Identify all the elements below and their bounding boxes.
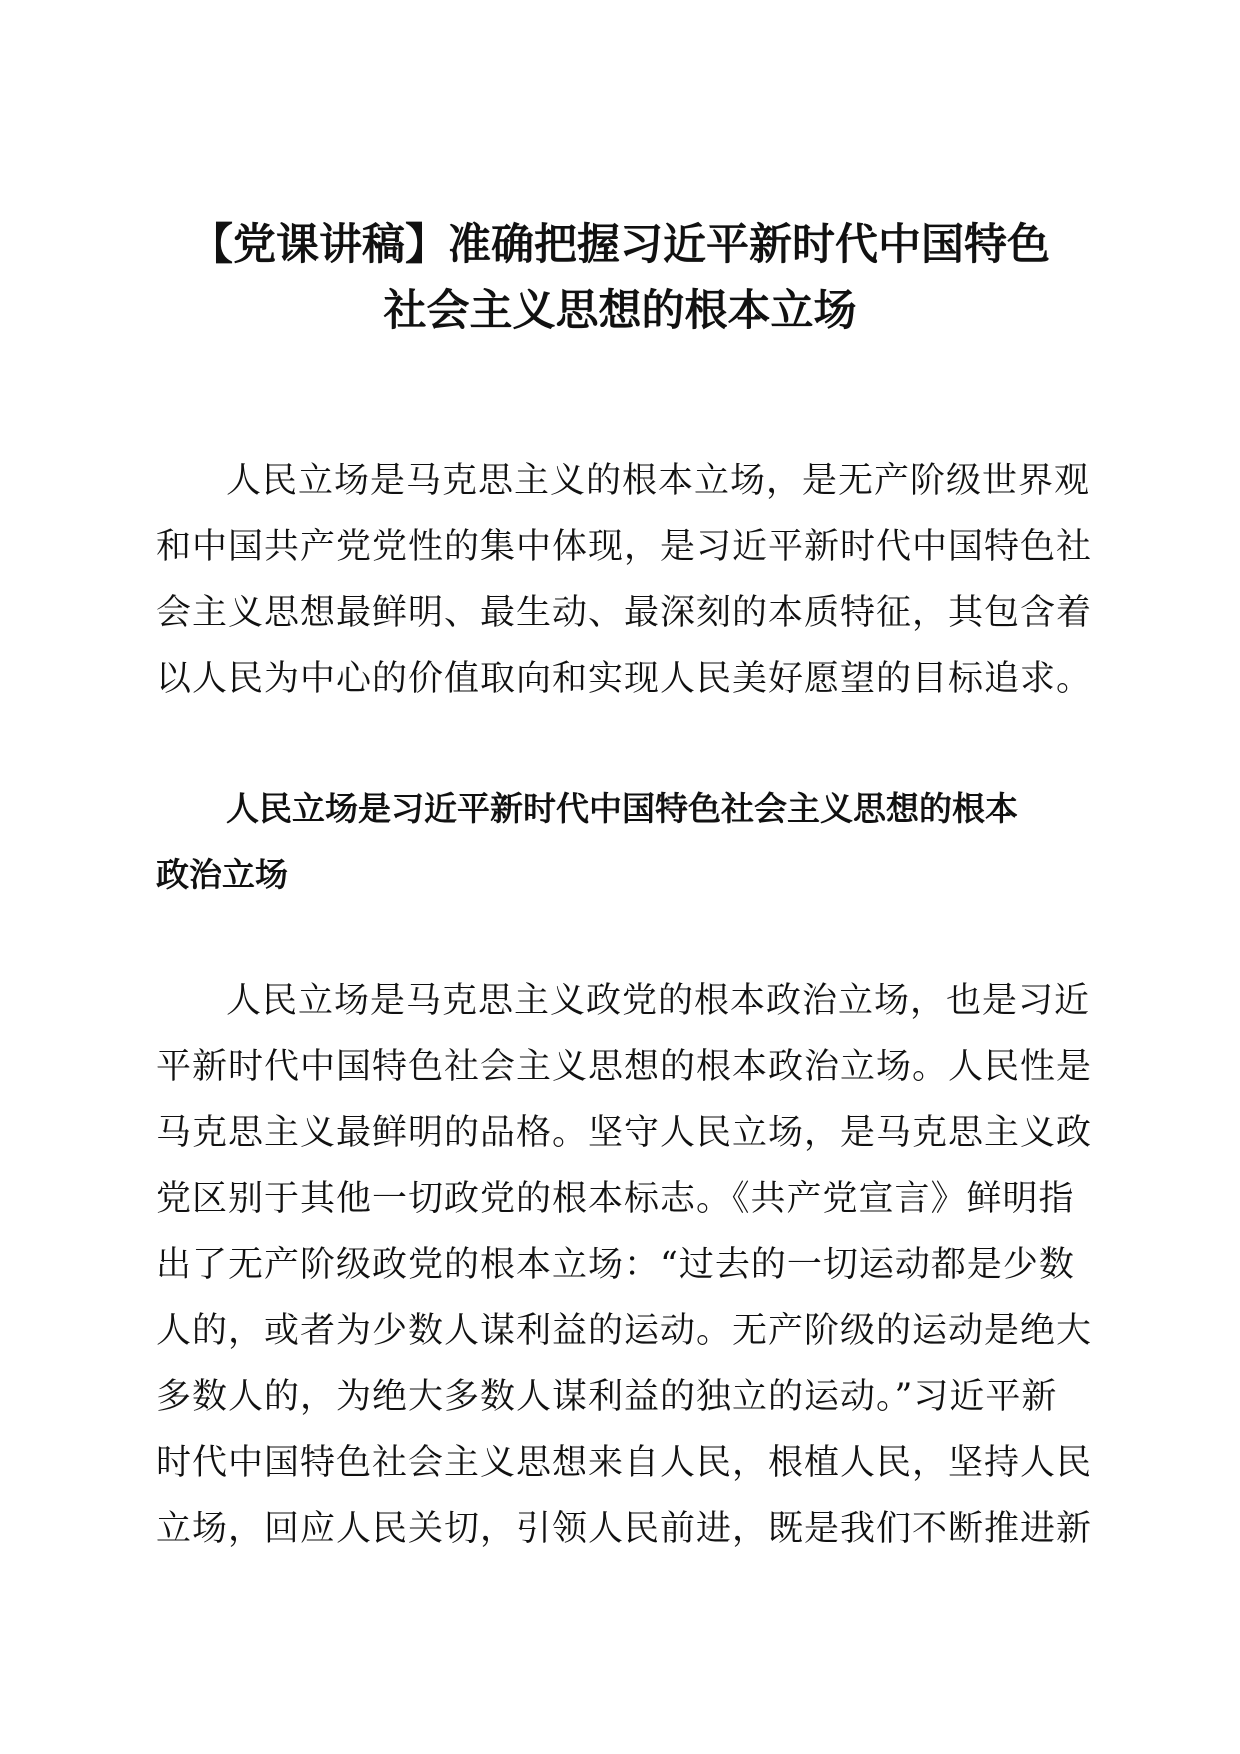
text-line: 多数人的，为绝大多数人谋利益的独立的运动。”习近平新 xyxy=(156,1377,1058,1417)
text-line: 和中国共产党党性的集中体现，是习近平新时代中国特色社 xyxy=(156,527,1093,567)
text-line: 人民立场是马克思主义政党的根本政治立场，也是习近 xyxy=(226,981,1091,1021)
text-line: 以人民为中心的价值取向和实现人民美好愿望的目标追求。 xyxy=(156,659,1093,699)
text-line: 会主义思想最鲜明、最生动、最深刻的本质特征，其包含着 xyxy=(156,593,1093,633)
section-heading xyxy=(156,776,1080,908)
text-line: 党区别于其他一切政党的根本标志。《共产党宣言》鲜明指 xyxy=(156,1179,1075,1219)
text-line: 马克思主义最鲜明的品格。坚守人民立场，是马克思主义政 xyxy=(156,1113,1093,1153)
text-line: 立场，回应人民关切，引领人民前进，既是我们不断推进新 xyxy=(156,1509,1093,1549)
intro-paragraph xyxy=(156,448,1093,712)
text-line: 出了无产阶级政党的根本立场：“过去的一切运动都是少数 xyxy=(156,1245,1075,1285)
heading-line: 政治立场 xyxy=(156,855,288,894)
text-line: 平新时代中国特色社会主义思想的根本政治立场。人民性是 xyxy=(156,1047,1093,1087)
title-line: 【党课讲稿】准确把握习近平新时代中国特色 xyxy=(190,220,1050,270)
document-title xyxy=(150,212,1090,344)
title-line: 社会主义思想的根本立场 xyxy=(383,286,857,336)
text-line: 人的，或者为少数人谋利益的运动。无产阶级的运动是绝大 xyxy=(156,1311,1093,1351)
text-line: 时代中国特色社会主义思想来自人民，根植人民，坚持人民 xyxy=(156,1443,1093,1483)
heading-line: 人民立场是习近平新时代中国特色社会主义思想的根本 xyxy=(226,789,1018,828)
text-line: 人民立场是马克思主义的根本立场，是无产阶级世界观 xyxy=(226,461,1091,501)
body-paragraph xyxy=(156,968,1093,1562)
